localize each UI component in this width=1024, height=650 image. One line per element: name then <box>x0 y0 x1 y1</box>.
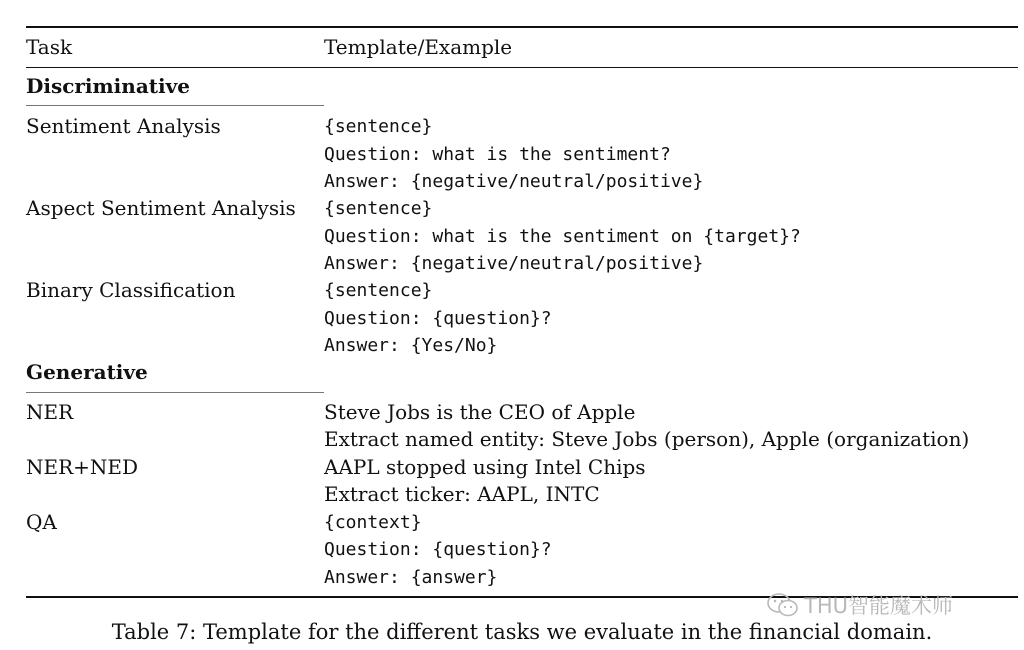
template-line: Extract ticker: AAPL, INTC <box>324 482 600 506</box>
template-line: Extract named entity: Steve Jobs (person), Apple (organization) <box>324 427 970 451</box>
section-title-discriminative: Discriminative <box>26 74 190 98</box>
template-line: Answer: {negative/neutral/positive} <box>324 171 704 192</box>
template-line: Answer: {answer} <box>324 567 498 588</box>
section-title-generative: Generative <box>26 360 148 384</box>
template-line: Question: what is the sentiment on {target}? <box>324 226 801 247</box>
task-sentiment-analysis: Sentiment Analysis <box>26 114 221 138</box>
header-task: Task <box>26 35 73 59</box>
template-line: Question: {question}? <box>324 539 552 560</box>
template-line: Answer: {negative/neutral/positive} <box>324 253 704 274</box>
top-rule <box>26 26 1018 28</box>
template-line: {sentence} <box>324 198 433 219</box>
header-template: Template/Example <box>324 35 513 59</box>
template-line: AAPL stopped using Intel Chips <box>324 455 646 479</box>
template-line: Steve Jobs is the CEO of Apple <box>324 400 636 424</box>
header-rule <box>26 67 1018 68</box>
template-line: Question: {question}? <box>324 308 552 329</box>
task-ner: NER <box>26 400 74 424</box>
template-line: Answer: {Yes/No} <box>324 335 498 356</box>
watermark-text: THU智能魔术师 <box>804 594 953 618</box>
template-line: {context} <box>324 512 422 533</box>
wechat-icon <box>766 592 800 618</box>
task-qa: QA <box>26 510 57 534</box>
template-line: {sentence} <box>324 116 433 137</box>
template-line: Question: what is the sentiment? <box>324 144 671 165</box>
task-binary-classification: Binary Classification <box>26 278 236 302</box>
task-aspect-sentiment-analysis: Aspect Sentiment Analysis <box>26 196 296 220</box>
watermark <box>766 590 953 620</box>
template-line: {sentence} <box>324 280 433 301</box>
table-caption: Table 7: Template for the different tasks we evaluate in the financial domain. <box>111 620 933 644</box>
section-rule-generative <box>26 392 324 393</box>
task-ner-ned: NER+NED <box>26 455 139 479</box>
section-rule-discriminative <box>26 105 324 106</box>
